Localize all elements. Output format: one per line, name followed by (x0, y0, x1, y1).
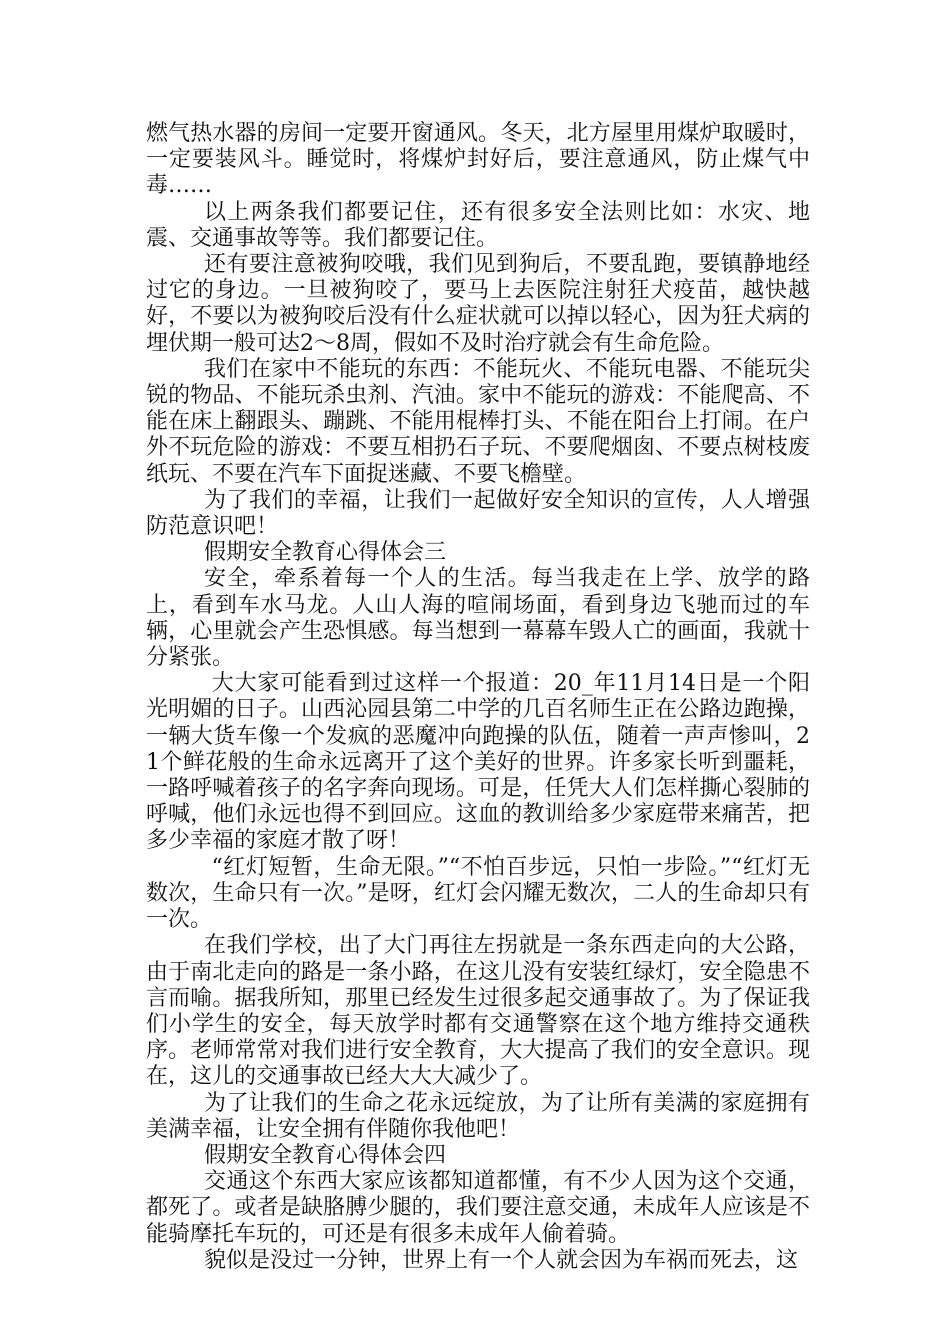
paragraph-news-report: 大大家可能看到过这样一个报道：20_年11月14日是一个阳光明媚的日子。山西沁园县第二中学的几百名师生正在公路边跑操，一辆大货车像一个发疯的恶魔冲向跑操的队伍，随着一声声惨叫，21个鲜花般的生命永远离开了这个美好的世界。许多家长听到噩耗，一路呼喊着孩子的名字奔向现场。可是，任凭大人们怎样撕心裂肺的呼喊，他们永远也得不到回应。这血的教训给多少家庭带来痛苦，把多少幸福的家庭才散了呀！ (146, 671, 810, 854)
paragraph-traffic-fear: 安全，牵系着每一个人的生活。每当我走在上学、放学的路上，看到车水马龙。人山人海的喧闹场面，看到身边飞驰而过的车辆，心里就会产生恐惧感。每当想到一幕幕车毁人亡的画面，我就十分紧张。 (146, 566, 810, 671)
paragraph-traffic-knowledge: 交通这个东西大家应该都知道都懂，有不少人因为这个交通，都死了。或者是缺胳膊少腿的，我们要注意交通，未成年人应该是不能骑摩托车玩的，可还是有很多未成年人偷着骑。 (146, 1169, 810, 1247)
paragraph-dog-bite: 还有要注意被狗咬哦，我们见到狗后，不要乱跑，要镇静地经过它的身边。一旦被狗咬了，要马上去医院注射狂犬疫苗，越快越好，不要以为被狗咬后没有什么症状就可以掉以轻心，因为狂犬病的埋伏期一般可达2～8周，假如不及时治疗就会有生命危险。 (146, 252, 810, 356)
paragraph-remember-rules: 以上两条我们都要记住，还有很多安全法则比如：水灾、地震、交通事故等等。我们都要记住。 (146, 199, 810, 251)
section-heading-three: 假期安全教育心得体会三 (204, 540, 447, 566)
paragraph-slogans: “红灯短暂，生命无限。”“不怕百步远，只怕一步险。”“红灯无数次，生命只有一次。”是呀，红灯会闪耀无数次，二人的生命却只有一次。 (146, 854, 810, 933)
paragraph-accident-statistic: 貌似是没过一分钟，世界上有一个人就会因为车祸而死去，这 (204, 1247, 799, 1273)
paragraph-school-road: 在我们学校，出了大门再往左拐就是一条东西走向的大公路，由于南北走向的路是一条小路，在这儿没有安装红绿灯，安全隐患不言而喻。据我所知，那里已经发生过很多起交通事故了。为了保证我们小学生的安全，每天放学时都有交通警察在这个地方维持交通秩序。老师常常对我们进行安全教育，大大提高了我们的安全意识。现在，这儿的交通事故已经大大大减少了。 (146, 933, 810, 1090)
paragraph-gas-heater: 燃气热水器的房间一定要开窗通风。冬天，北方屋里用煤炉取暖时，一定要装风斗。睡觉时，将煤炉封好后，要注意通风，防止煤气中毒…… (146, 121, 810, 199)
section-heading-four: 假期安全教育心得体会四 (204, 1142, 447, 1168)
paragraph-home-dangers: 我们在家中不能玩的东西：不能玩火、不能玩电器、不能玩尖锐的物品、不能玩杀虫剂、汽油。家中不能玩的游戏：不能爬高、不能在床上翻跟头、蹦跳、不能用棍棒打头、不能在阳台上打闹。在户外不玩危险的游戏：不要互相扔石子玩、不要爬烟囱、不要点树枝废纸玩、不要在汽车下面捉迷藏、不要飞檐壁。 (146, 356, 810, 487)
paragraph-life-flower: 为了让我们的生命之花永远绽放，为了让所有美满的家庭拥有美满幸福，让安全拥有伴随你我他吧！ (146, 1090, 810, 1142)
document-body (146, 121, 810, 1274)
paragraph-safety-awareness: 为了我们的幸福，让我们一起做好安全知识的宣传，人人增强防范意识吧！ (146, 487, 810, 540)
